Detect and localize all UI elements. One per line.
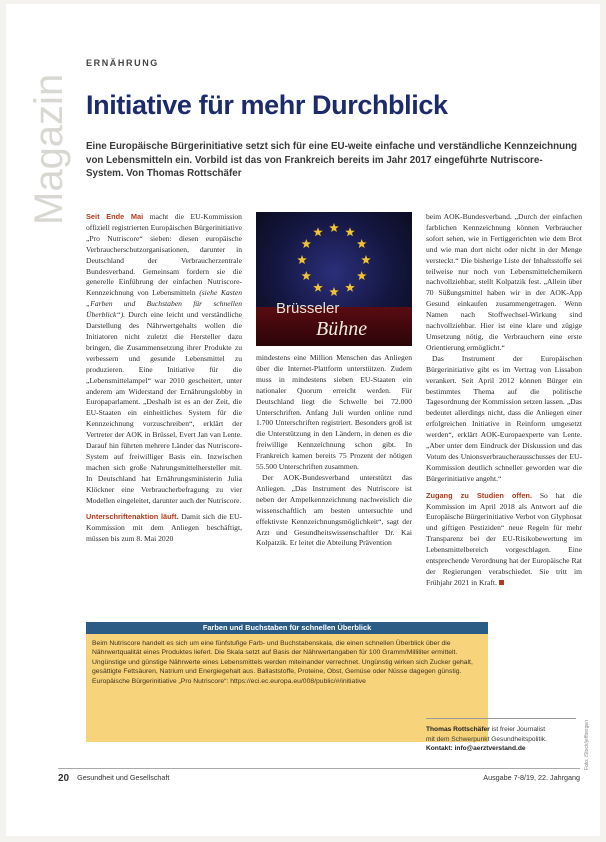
sidebar-word: Magazin [27,73,71,225]
eu-star-icon [357,239,367,248]
author-focus: mit dem Schwerpunkt Gesundheitspolitik. [426,735,547,743]
paragraph: Das Instrument der Europäischen Bürgerinitiative gibt es im Vertrag von Lissabon verankert. Seit April 2012 können Bürger ein bestimmtes Thema auf die politische Tagesordnung der Kommission setzen lassen. „Das bedeutet allerdings nicht, dass die Anliegen einer erfolgreichen Initiative in Reinform umgesetzt werden“, erklärt AOK-Europaexperte van Lente. „Aber unter dem Eindruck der Diskussion und das Votum des Unionsverbraucherausschusses der EU-Kommission deutlich schneller geworden war die Bürgerinitiative angeht.“ [426,353,582,483]
eu-star-icon [302,271,312,280]
subhead-lead-in: Unterschriftenaktion läuft. [86,512,179,522]
article-title: Initiative für mehr Durchblick [86,90,448,120]
hero-image-bruesseler-buehne [256,212,412,346]
paragraph [86,512,242,545]
paragraph-text: So hat die Kommission im April 2018 als Antwort auf die Europäische Bürgerinitiative Verbot von Glyphosat und giftigen Pestiziden“ neue Regeln für mehr Transparenz bei der EU-Risikobewertung im Lebensmittelbereich vorgeschlagen. Eine entsprechende Verordnung hat der Europäische Rat der Regierungen verabschiedet. Sie tritt im Frühjahr 2021 in Kraft. [426,490,583,587]
text-column-1 [86,212,242,602]
eu-star-icon [297,255,307,264]
paragraph: Der AOK-Bundesverband unterstützt das Anliegen. „Das Instrument des Nutriscore ist neben der Ampelkennzeichnung nachweislich die wissenschaftlich am besten untersuchte und effektivste Kennzeichnungsmöglichkeit“, sagt der Arzt und Gesundheitswissenschaftler Dr. Kai Kolpatzik. Er leitet die Abteilung Prävention [256,472,412,548]
eu-star-icon [329,287,339,296]
eu-star-icon [313,227,323,236]
paragraph: beim AOK-Bundesverband. „Durch der einfachen farblichen Kennzeichnung können Verbraucher sofort sehen, wie in Fertiggerichten wie dem Brot und wie man dort nicht oder nicht in der Menge versteckt.“ Die bisherige Liste der Inhaltsstoffe sei teilweise nur noch von Lebensmittelchemikern nachvollziehbar, stellt Kolpatzik fest. „Allein über 70 Süßungsmittel haben wir in der AOK-App Gesund einkaufen zusammengetragen. Wenn Namen nach Stoffwechsel-Wirkung sind nachvollziehbar. Hier ist eine klare und zügige Umsetzung nötig, die Verbrauchern eine erste Orientierung ermöglicht.“ [426,212,582,352]
hero-title-line2: Bühne [316,318,368,340]
section-kicker: ERNÄHRUNG [86,58,159,68]
eu-star-icon [313,283,323,292]
paragraph-reference: (siehe Kasten „Farben und Buchstaben für schnellen Überblick“). [86,288,242,320]
eu-star-icon [345,227,355,236]
eu-star-icon [357,271,367,280]
author-name: Thomas Rottschäfer [426,726,490,733]
eu-star-icon [329,223,339,232]
section-sidebar-label [18,60,78,230]
author-line [426,725,576,735]
sidebar-word-graphic [18,60,78,230]
paragraph-text: macht die EU-Kommission offiziell registrierten Europäischen Bürgerinitiative „Pro Nutriscore“ sieben: diesen europäische Verbraucherschutzorganisationen, darunter in Deutschland der Verbraucherzentrale Bundesverband. Gemeinsam fordern sie die generelle Einführung der einfachen Nutriscore-Kennzeichnung von Lebensmitteln [86,212,242,298]
paragraph-text: Durch eine leicht und verständliche Darstellung des Nährwertgehalts wollen die Initiatoren nicht zuletzt die Hersteller dazu bringen, die Zusammensetzung ihrer Produkte zu verbessern und gesunde Lebensmittel zu produzieren. Eine Initiative für die „Lebensmittelampel“ war 2010 gescheitert, unter anderem am Widerstand der Ernährungslobby in Europaparlament. „Deshalb ist es an der Zeit, die EU-Staaten ein einheitliches System für die Kennzeichnung vorzuschreiben“, erklärt der Vertreter der AOK in Brüssel, Evert Jan van Lente. Darauf hin führten mehrere Länder das Nutriscore-System auf freiwilliger Basis ein. Inzwischen machen sich große Nahrungsmittelhersteller mit. In Deutschland hat Ernährungsministerin Julia Klöckner eine Verbraucherbefragung zu vier Modellen eingeleitet, darunter auch der Nutriscore. [86,310,242,505]
info-box-link[interactable]: Europäische Bürgerinitiative „Pro Nutriscore“: https://eci.ec.europa.eu/008/public/#/initiative [92,677,366,685]
article-lead: Eine Europäische Bürgerinitiative setzt sich für eine EU-weite einfache und verständliche Kennzeichnung von Lebensmitteln ein. Vorbild ist das von Frankreich bereits im Jahr 2017 eingeführte Nutriscore-System. Von Thomas Rottschäfer [86,141,578,179]
paragraph-text: Damit sich die EU-Kommission mit dem Anliegen beschäftigt, müssen bis zum 8. Mai 2020 [86,512,242,544]
author-contact [426,744,576,754]
eu-star-icon [345,283,355,292]
photo-credit: Foto: iStock/jeffbergen [584,720,590,770]
author-info [426,718,576,754]
paragraph [426,491,582,589]
info-box-text: Beim Nutriscore handelt es sich um eine fünfstufige Farb- und Buchstabenskala, die einen schnellen Überblick über die Nährwertqualität eines Produktes liefert. Die Skala setzt auf Basis der Nährwertangaben für 100 Gramm/Milliliter ermittelt. Ungünstige und günstige Nährwerte eines Lebensmittels werden miteinander verrechnet. Ungünstig wirken sich Zucker gehalt, gesättigte Fettsäuren, Natrium und Energiegehalt aus. Ballaststoffe, Proteine, Obst, Gemüse oder Nüsse dagegen günstig. [92,640,473,676]
publication-name: Gesundheit und Gesellschaft [77,773,170,782]
hero-title-line1: Brüsseler [276,300,340,317]
paragraph [86,212,242,506]
page-footer [58,768,580,787]
info-box-body [86,634,488,691]
text-column-2 [256,353,412,613]
info-box-title: Farben und Buchstaben für schnellen Überblick [86,622,488,634]
paragraph-lead-in: Seit Ende Mai [86,212,144,221]
end-of-article-icon [499,580,504,585]
paragraph: mindestens eine Million Menschen das Anliegen über die Internet-Plattform unterstützen. Zudem muss in mindestens sieben EU-Staaten ein nationaler Quorum erreicht werden. Für Deutschland liegt die Schwelle bei 72.000 Unterschriften. Anfang Juli wurden online rund 1.700 Unterschriften registriert. Besonders groß ist die Unterstützung in den Ländern, in denen es die freiwillige Kennzeichnung schon gibt. In Frankreich kamen bereits 75 Prozent der nötigen 55.500 Unterschriften zusammen. [256,353,412,472]
text-column-3 [426,212,582,612]
eu-stars-icon [256,212,412,312]
subhead-lead-in: Zugang zu Studien offen. [426,490,532,500]
page-number: 20 [58,773,70,784]
author-description: ist freier Journalist [491,726,546,733]
eu-star-icon [361,255,371,264]
contact-email[interactable]: info@aerztverstand.de [454,745,526,753]
issue-info: Ausgabe 7-8/19, 22. Jahrgang [483,773,580,782]
contact-label: Kontakt: [426,745,453,753]
eu-star-icon [302,239,312,248]
